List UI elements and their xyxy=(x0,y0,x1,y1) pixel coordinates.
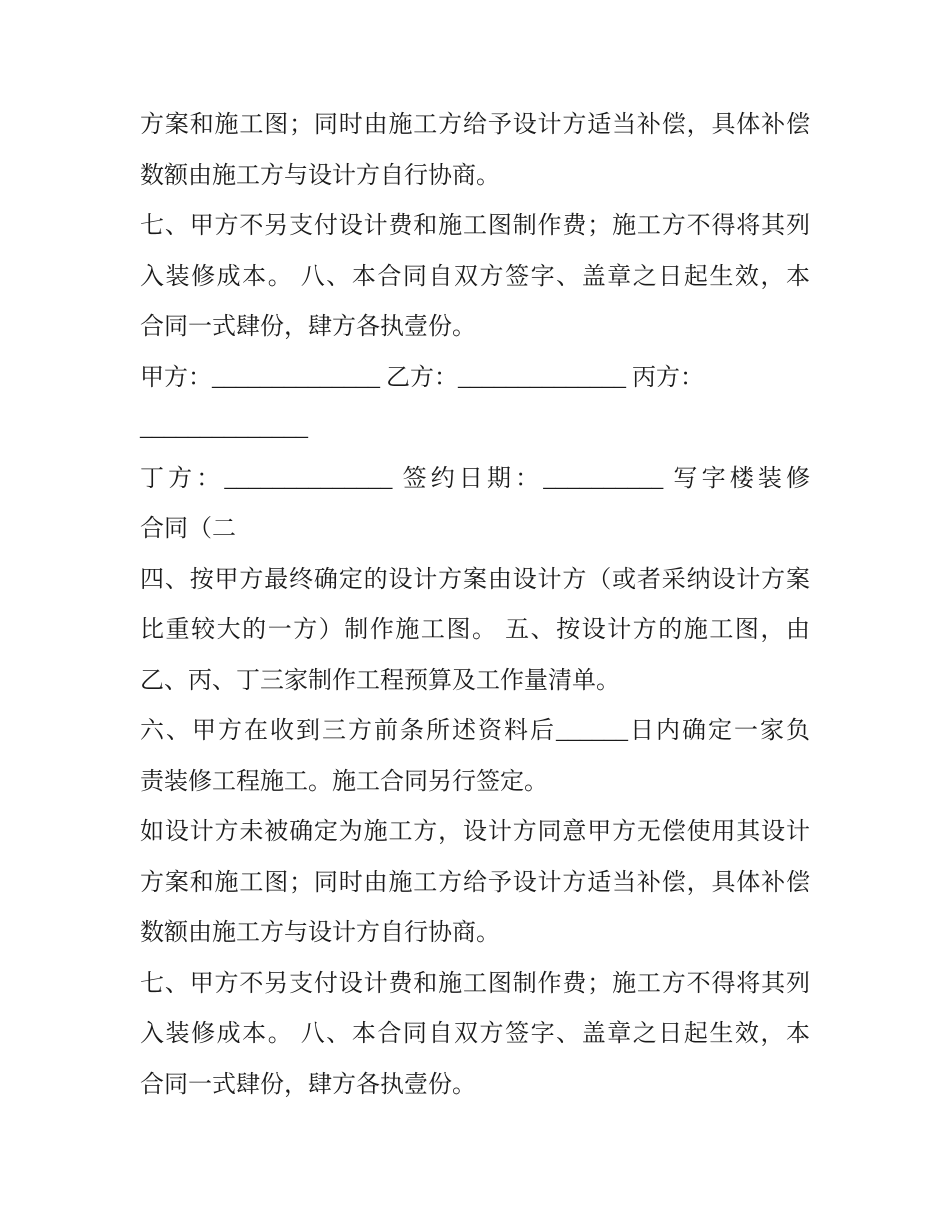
clause-line-13: 六、甲方在收到三方前条所述资料后______日内确定一家负 xyxy=(140,718,810,744)
title-fragment-line: 合同（二 xyxy=(140,516,236,542)
clause-line-2: 数额由施工方与设计方自行协商。 xyxy=(140,162,500,189)
clause-line-20: 合同一式肆份，肆方各执壹份。 xyxy=(140,1071,476,1098)
clause-line-14: 责装修工程施工。施工合同另行签定。 xyxy=(140,768,548,795)
clause-line-3: 七、甲方不另支付设计费和施工图制作费；施工方不得将其列 xyxy=(140,213,810,239)
clause-line-18: 七、甲方不另支付设计费和施工图制作费；施工方不得将其列 xyxy=(140,970,810,997)
clause-line-15: 如设计方未被确定为施工方，设计方同意甲方无偿使用其设计 xyxy=(140,819,810,845)
clause-line-1: 方案和施工图；同时由施工方给予设计方适当补偿，具体补偿 xyxy=(140,112,810,138)
clause-line-19: 入装修成本。 八、本合同自双方签字、盖章之日起生效，本 xyxy=(140,1021,810,1047)
clause-line-11: 比重较大的一方）制作施工图。 五、按设计方的施工图，由 xyxy=(140,617,810,643)
clause-line-16: 方案和施工图；同时由施工方给予设计方适当补偿，具体补偿 xyxy=(140,869,810,896)
clause-line-17: 数额由施工方与设计方自行协商。 xyxy=(140,920,500,946)
clause-line-10: 四、按甲方最终确定的设计方案由设计方（或者采纳设计方案 xyxy=(140,566,810,593)
clause-line-4: 入装修成本。 八、本合同自双方签字、盖章之日起生效，本 xyxy=(140,263,810,290)
signature-date-line: 丁方：______________ 签约日期：__________ 写字楼装修 xyxy=(140,465,810,492)
clause-line-12: 乙、丙、丁三家制作工程预算及工作量清单。 xyxy=(140,667,620,694)
clause-line-5: 合同一式肆份，肆方各执壹份。 xyxy=(140,314,476,340)
party-signature-line: 甲方：______________ 乙方：______________ 丙方： xyxy=(140,364,704,391)
party-blank-continuation-line: ______________ xyxy=(140,415,308,441)
contract-text-body xyxy=(140,100,810,1110)
